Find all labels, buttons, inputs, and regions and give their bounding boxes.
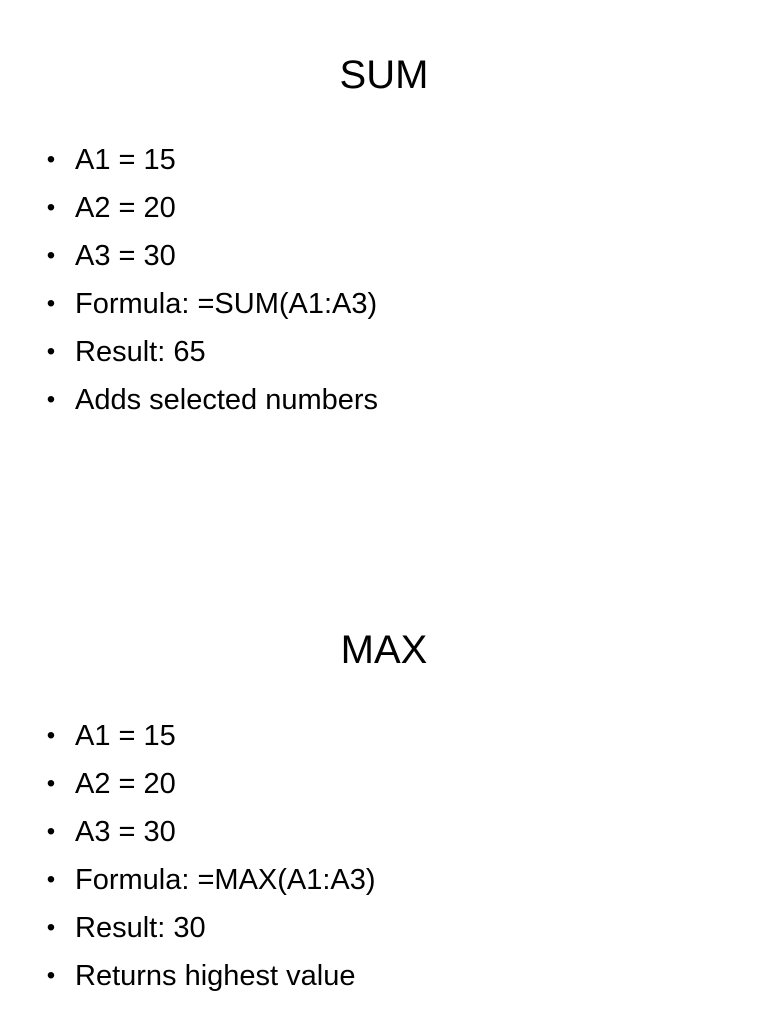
bullet-text: Adds selected numbers [75,384,379,416]
slide-title: MAX [340,628,428,672]
bullet-text: A1 = 15 [75,144,176,176]
list-item [44,904,376,952]
bullet-icon: • [46,242,56,269]
bullet-text: Result: 65 [75,336,206,368]
slide-title: SUM [339,53,429,97]
bullet-text: A3 = 30 [75,240,176,272]
bullet-icon: • [46,914,56,941]
bullet-text: Formula: =MAX(A1:A3) [75,864,376,896]
bullet-icon: • [46,146,56,173]
bullet-list [44,712,376,1000]
bullet-icon: • [46,194,56,221]
bullet-text: A1 = 15 [75,720,176,752]
list-item [44,808,376,856]
bullet-icon: • [46,290,56,317]
bullet-icon: • [46,338,56,365]
bullet-text: Returns highest value [75,960,356,992]
bullet-list [44,136,378,424]
bullet-icon: • [46,818,56,845]
list-item [44,760,376,808]
bullet-text: Result: 30 [75,912,206,944]
list-item [44,184,378,232]
bullet-icon: • [46,866,56,893]
bullet-text: A3 = 30 [75,816,176,848]
list-item [44,232,378,280]
list-item [44,136,378,184]
list-item [44,280,378,328]
list-item [44,328,378,376]
bullet-icon: • [46,962,56,989]
list-item [44,376,378,424]
list-item [44,856,376,904]
list-item [44,952,376,1000]
bullet-icon: • [46,386,56,413]
bullet-text: A2 = 20 [75,768,176,800]
bullet-icon: • [46,770,56,797]
bullet-text: Formula: =SUM(A1:A3) [75,288,378,320]
bullet-text: A2 = 20 [75,192,176,224]
list-item [44,712,376,760]
bullet-icon: • [46,722,56,749]
